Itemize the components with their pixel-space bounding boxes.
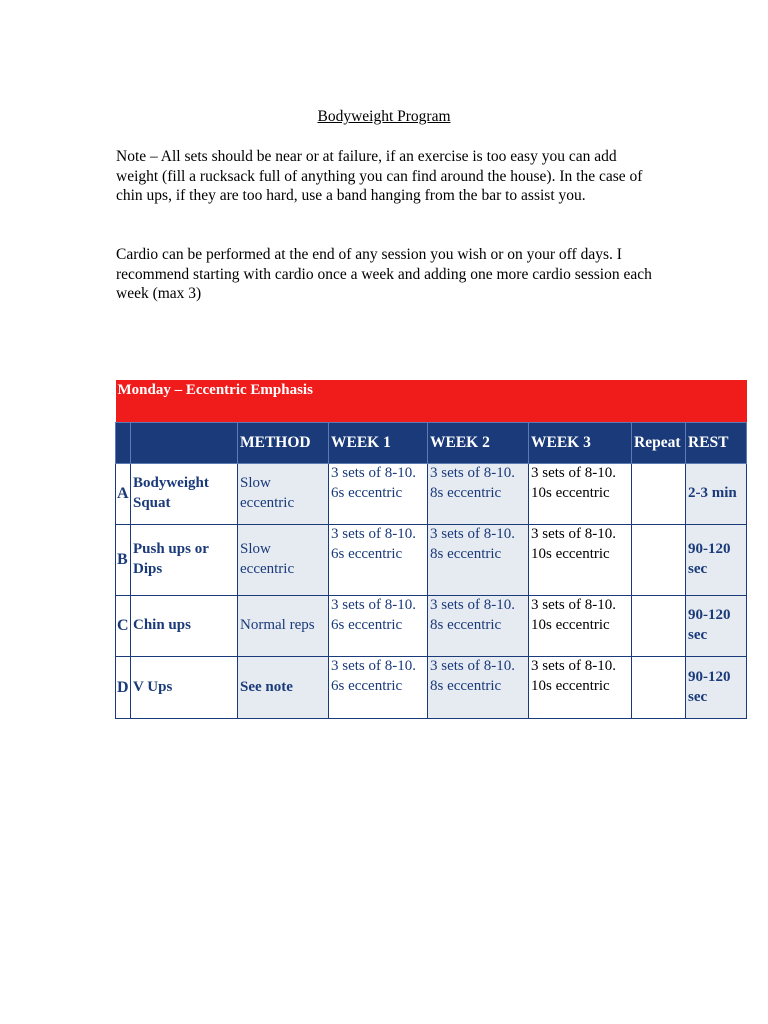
table-banner-row: [116, 380, 747, 401]
row-letter: D: [116, 657, 131, 719]
week1-cell: [329, 596, 428, 657]
week2-cell: [428, 657, 529, 719]
table-header-row: [116, 423, 747, 464]
row-letter: B: [116, 525, 131, 596]
exercise-name: Chin ups: [131, 596, 238, 657]
week2-text: 3 sets of 8-10. 8s eccentric: [430, 465, 515, 501]
week1-cell: [329, 525, 428, 596]
week2-text: 3 sets of 8-10. 8s eccentric: [430, 597, 515, 633]
header-cell-exercise: [131, 423, 238, 464]
rest-cell: 90-120 sec: [686, 596, 747, 657]
table-row: [116, 464, 747, 525]
row-letter: A: [116, 464, 131, 525]
table-row: [116, 525, 747, 596]
rest-cell: 2-3 min: [686, 464, 747, 525]
week1-text: 3 sets of 8-10. 6s eccentric: [331, 526, 416, 562]
week2-cell: [428, 525, 529, 596]
repeat-cell: [632, 464, 686, 525]
table-banner: Monday – Eccentric Emphasis: [116, 380, 747, 401]
exercise-name: Push ups or Dips: [131, 525, 238, 596]
note-paragraph: Note – All sets should be near or at failure, if an exercise is too easy you can add weight (fill a rucksack full of anything you can find around the house). In the case of chin ups, if they are too hard, use a band hanging from the bar to assist you.: [116, 148, 643, 205]
exercise-name: Bodyweight Squat: [131, 464, 238, 525]
method-cell: Normal reps: [238, 596, 329, 657]
schedule-table: [115, 380, 747, 719]
week3-cell: 3 sets of 8-10. 10s eccentric: [529, 596, 632, 657]
repeat-cell: [632, 596, 686, 657]
week2-cell: [428, 596, 529, 657]
method-cell: Slow eccentric: [238, 525, 329, 596]
header-cell-repeat: Repeat: [632, 423, 686, 464]
header-cell-method: METHOD: [238, 423, 329, 464]
header-cell-week2: WEEK 2: [428, 423, 529, 464]
week2-cell: [428, 464, 529, 525]
row-letter: C: [116, 596, 131, 657]
week3-cell: 3 sets of 8-10. 10s eccentric: [529, 657, 632, 719]
week1-text: 3 sets of 8-10. 6s eccentric: [331, 597, 416, 633]
header-cell-week1: WEEK 1: [329, 423, 428, 464]
table-row: [116, 596, 747, 657]
week1-text: 3 sets of 8-10. 6s eccentric: [331, 658, 416, 694]
rest-cell: 90-120 sec: [686, 525, 747, 596]
header-cell-week3: WEEK 3: [529, 423, 632, 464]
week1-cell: [329, 464, 428, 525]
week3-cell: 3 sets of 8-10. 10s eccentric: [529, 525, 632, 596]
method-cell: See note: [238, 657, 329, 719]
header-cell-letter: [116, 423, 131, 464]
table-row: [116, 657, 747, 719]
document-title: Bodyweight Program: [317, 108, 451, 125]
repeat-cell: [632, 525, 686, 596]
week1-cell: [329, 657, 428, 719]
week2-text: 3 sets of 8-10. 8s eccentric: [430, 658, 515, 694]
exercise-name: V Ups: [131, 657, 238, 719]
week2-text: 3 sets of 8-10. 8s eccentric: [430, 526, 515, 562]
repeat-cell: [632, 657, 686, 719]
table-banner-spacer: [116, 401, 747, 423]
week1-text: 3 sets of 8-10. 6s eccentric: [331, 465, 416, 501]
week3-cell: 3 sets of 8-10. 10s eccentric: [529, 464, 632, 525]
header-cell-rest: REST: [686, 423, 747, 464]
method-cell: Slow eccentric: [238, 464, 329, 525]
cardio-paragraph: Cardio can be performed at the end of any session you wish or on your off days. I recommend starting with cardio once a week and adding one more cardio session each week (max 3): [116, 246, 652, 303]
rest-cell: 90-120 sec: [686, 657, 747, 719]
